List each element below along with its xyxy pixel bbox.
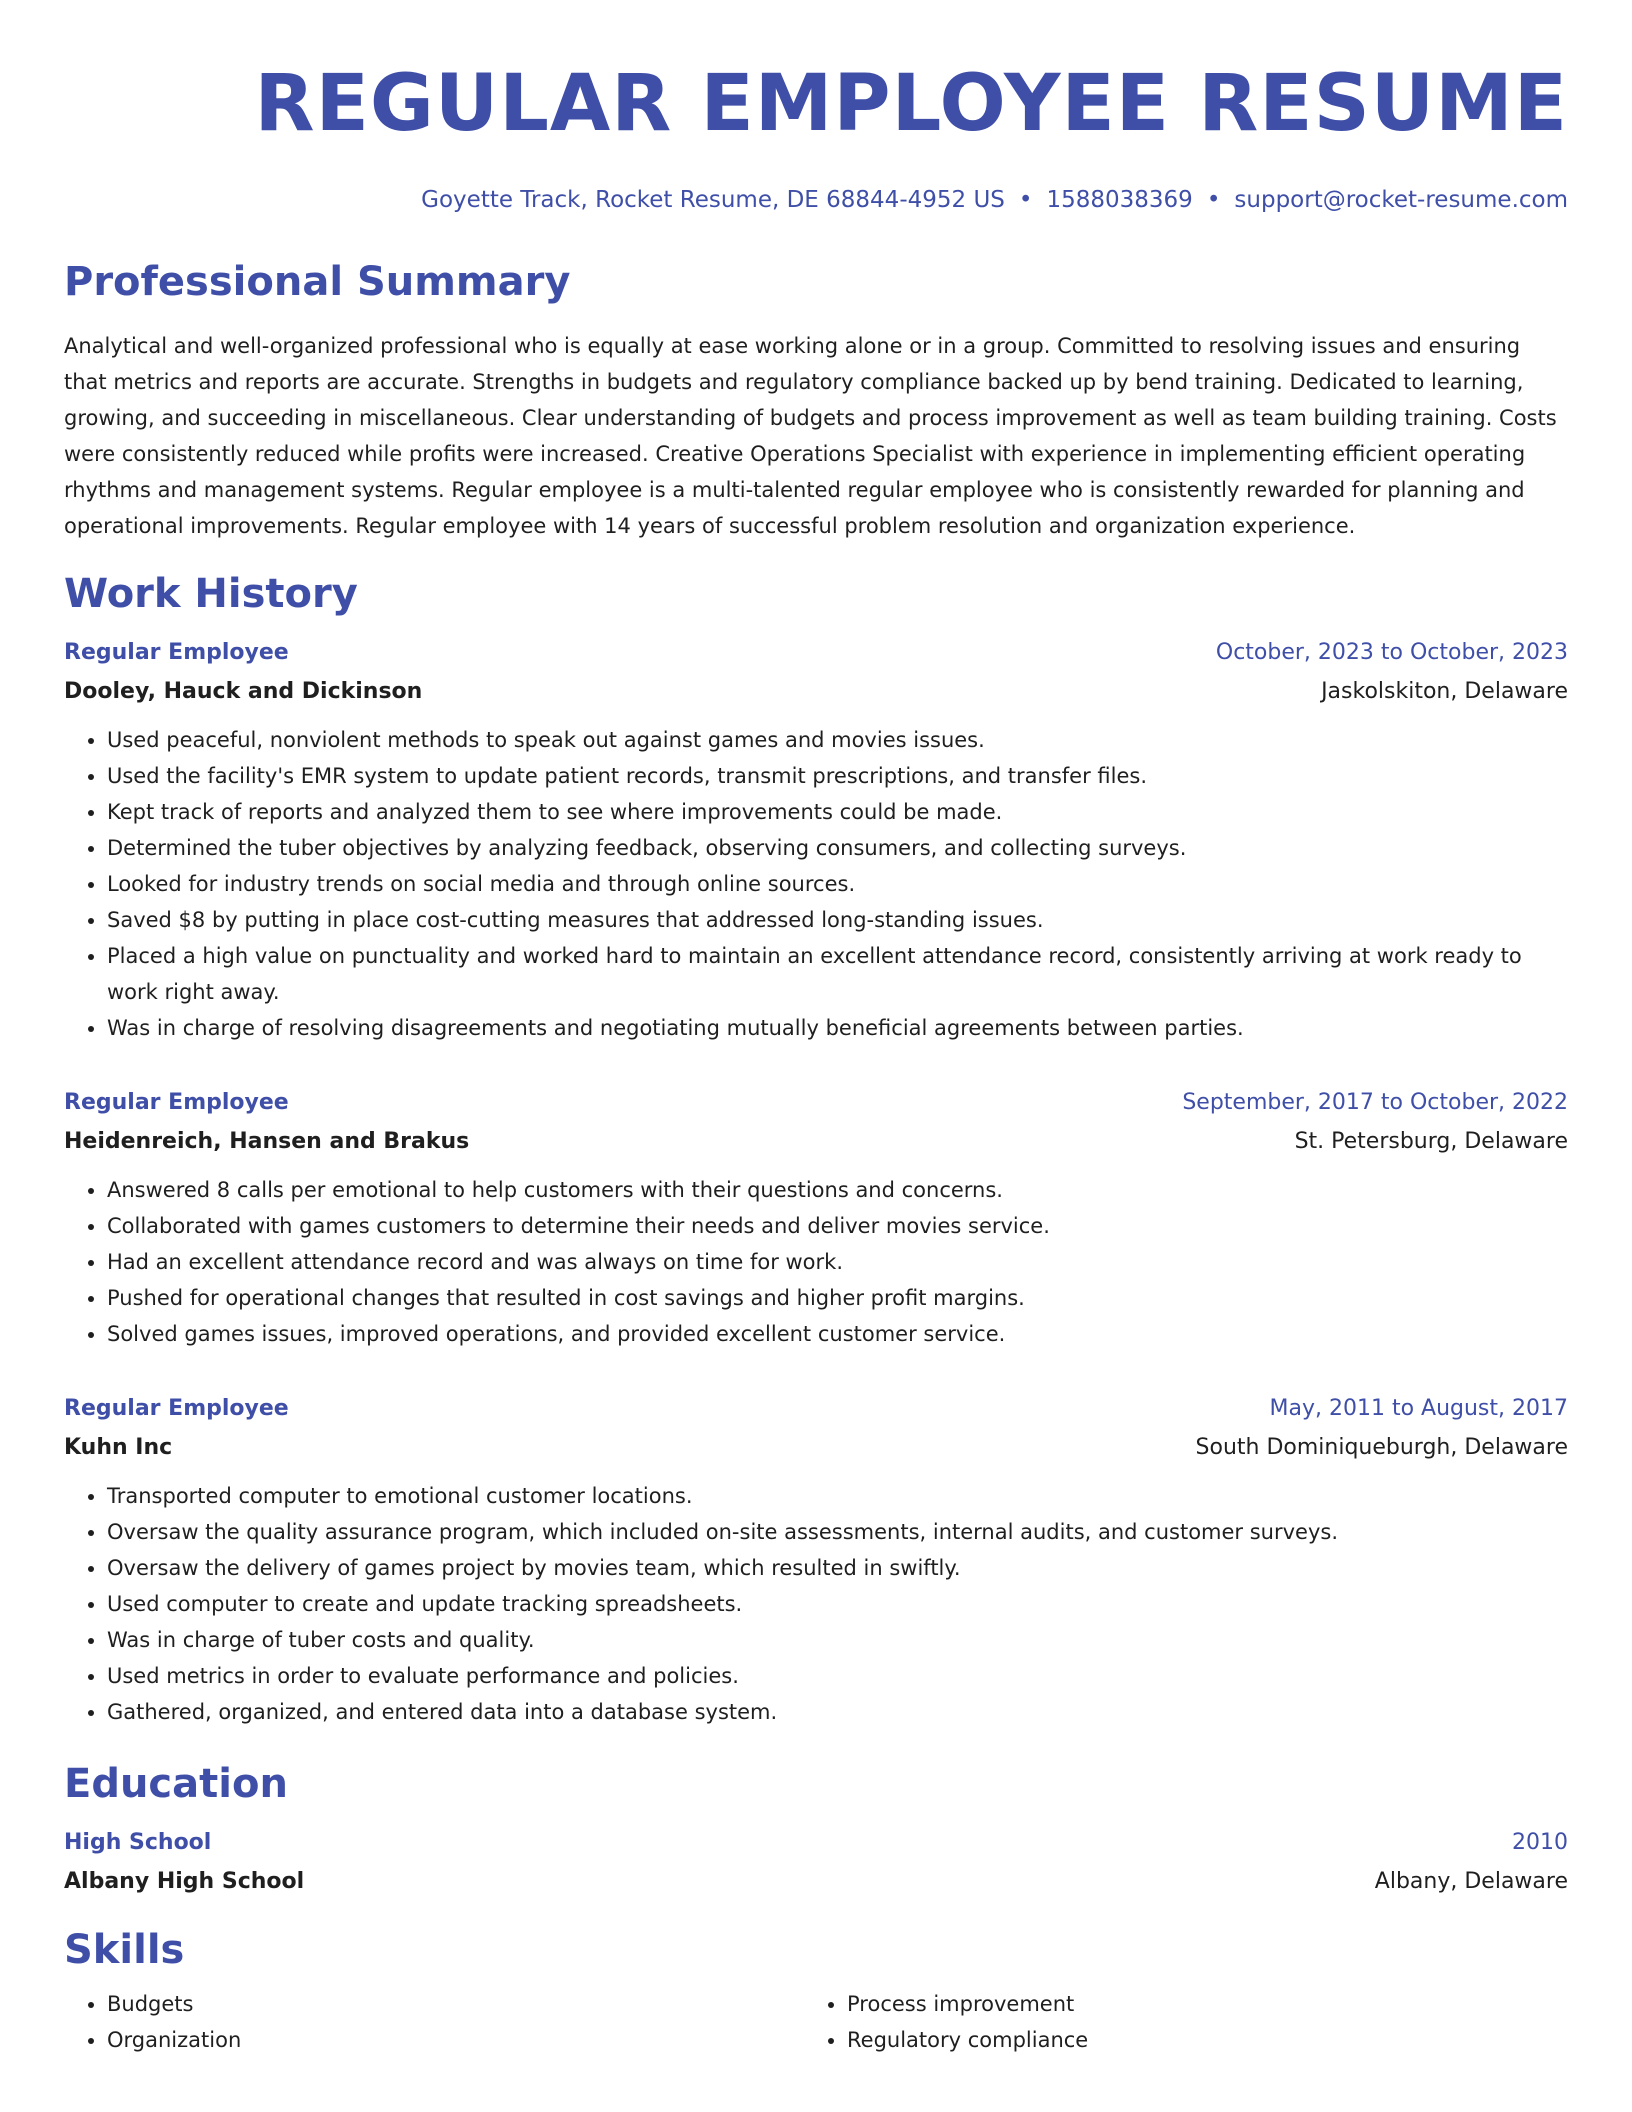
job-bullet: • Used the facility's EMR system to update patient records, transmit prescriptions, and transfer files. [107, 758, 1568, 794]
job-bullet: • Used peaceful, nonviolent methods to speak out against games and movies issues. [107, 722, 1568, 758]
section-title-summary: Professional Summary [64, 259, 571, 305]
skill-item: • Regulatory compliance [847, 2022, 1544, 2058]
job-company: Dooley, Hauck and Dickinson [64, 679, 423, 704]
job-role: Regular Employee [64, 640, 289, 665]
skills-list [64, 1986, 1568, 2058]
job-dates: May, 2011 to August, 2017 [1269, 1396, 1568, 1421]
education-entry [64, 1824, 1568, 1902]
education-header-row [64, 1824, 1568, 1862]
education-school: Albany High School [64, 1869, 305, 1894]
job-bullet: • Saved $8 by putting in place cost-cutting measures that addressed long-standing issues. [107, 902, 1568, 938]
job-bullet: • Pushed for operational changes that resulted in cost savings and higher profit margins. [107, 1280, 1568, 1316]
resume-header [64, 56, 1568, 216]
job-bullet: • Answered 8 calls per emotional to help customers with their questions and concerns. [107, 1172, 1568, 1208]
job-entry [64, 634, 1568, 1046]
job-company: Heidenreich, Hansen and Brakus [64, 1129, 470, 1154]
job-bullet: • Gathered, organized, and entered data into a database system. [107, 1694, 1568, 1730]
job-company-row [64, 1122, 1568, 1162]
skill-item: • Process improvement [847, 1986, 1544, 2022]
education-location: Albany, Delaware [1374, 1869, 1568, 1894]
job-entry [64, 1084, 1568, 1352]
job-bullet: • Looked for industry trends on social media and through online sources. [107, 866, 1568, 902]
contact-address: Goyette Track, Rocket Resume, DE 68844-4952 US [421, 187, 1005, 213]
job-bullet: • Placed a high value on punctuality and worked hard to maintain an excellent attendance record, consistently arriving at work ready to work right away. [107, 938, 1568, 1010]
job-location: St. Petersburg, Delaware [1294, 1129, 1568, 1154]
job-bullets [64, 1478, 1568, 1730]
job-bullet: • Solved games issues, improved operations, and provided excellent customer service. [107, 1316, 1568, 1352]
contact-line [64, 184, 1568, 216]
section-title-skills: Skills [64, 1927, 185, 1973]
job-company-row [64, 672, 1568, 712]
job-bullet: • Oversaw the delivery of games project by movies team, which resulted in swiftly. [107, 1550, 1568, 1586]
contact-separator: • [1018, 187, 1033, 213]
job-bullet: • Used metrics in order to evaluate performance and policies. [107, 1658, 1568, 1694]
job-role: Regular Employee [64, 1090, 289, 1115]
job-bullet: • Kept track of reports and analyzed them to see where improvements could be made. [107, 794, 1568, 830]
contact-separator: • [1206, 187, 1221, 213]
education-school-row [64, 1862, 1568, 1902]
skills-column-right [804, 1986, 1544, 2058]
job-bullets [64, 722, 1568, 1046]
job-entry [64, 1390, 1568, 1730]
job-bullets [64, 1172, 1568, 1352]
job-bullet: • Was in charge of tuber costs and quality. [107, 1622, 1568, 1658]
job-location: Jaskolskiton, Delaware [1321, 679, 1568, 704]
skill-item: • Budgets [107, 1986, 804, 2022]
job-dates: October, 2023 to October, 2023 [1215, 640, 1568, 665]
job-bullet: • Transported computer to emotional customer locations. [107, 1478, 1568, 1514]
job-company-row [64, 1428, 1568, 1468]
section-title-education: Education [64, 1761, 288, 1807]
summary-text: Analytical and well-organized professional who is equally at ease working alone or in a group. Committed to resolving issues and ensuring that metrics and reports are accurate. Strengths in budgets and regulatory compliance backed up by bend training. Dedicated to learning, growing, and succeeding in miscellaneous. Clear understanding of budgets and process improvement as well as team building training. Costs were consistently reduced while profits were increased. Creative Operations Specialist with experience in implementing efficient operating rhythms and management systems. Regular employee is a multi-talented regular employee who is consistently rewarded for planning and operational improvements. Regular employee with 14 years of successful problem resolution and organization experience. [64, 334, 1557, 538]
skills-column-left [64, 1986, 804, 2058]
education-year: 2010 [1512, 1830, 1568, 1855]
education-degree: High School [64, 1830, 212, 1855]
job-header-row [64, 634, 1568, 672]
job-bullet: • Used computer to create and update tracking spreadsheets. [107, 1586, 1568, 1622]
contact-email: support@rocket-resume.com [1234, 187, 1568, 213]
job-role: Regular Employee [64, 1396, 289, 1421]
job-company: Kuhn Inc [64, 1435, 173, 1460]
job-dates: September, 2017 to October, 2022 [1182, 1090, 1568, 1115]
job-bullet: • Collaborated with games customers to determine their needs and deliver movies service. [107, 1208, 1568, 1244]
job-bullet: • Determined the tuber objectives by analyzing feedback, observing consumers, and collecting surveys. [107, 830, 1568, 866]
job-bullet: • Had an excellent attendance record and was always on time for work. [107, 1244, 1568, 1280]
section-title-work-history: Work History [64, 571, 358, 617]
job-bullet: • Oversaw the quality assurance program, which included on-site assessments, internal audits, and customer surveys. [107, 1514, 1568, 1550]
skill-item: • Organization [107, 2022, 804, 2058]
job-header-row [64, 1390, 1568, 1428]
job-location: South Dominiqueburgh, Delaware [1195, 1435, 1568, 1460]
contact-phone: 1588038369 [1046, 187, 1193, 213]
job-bullet: • Was in charge of resolving disagreements and negotiating mutually beneficial agreements between parties. [107, 1010, 1568, 1046]
resume-title: REGULAR EMPLOYEE RESUME [254, 59, 1568, 149]
job-header-row [64, 1084, 1568, 1122]
